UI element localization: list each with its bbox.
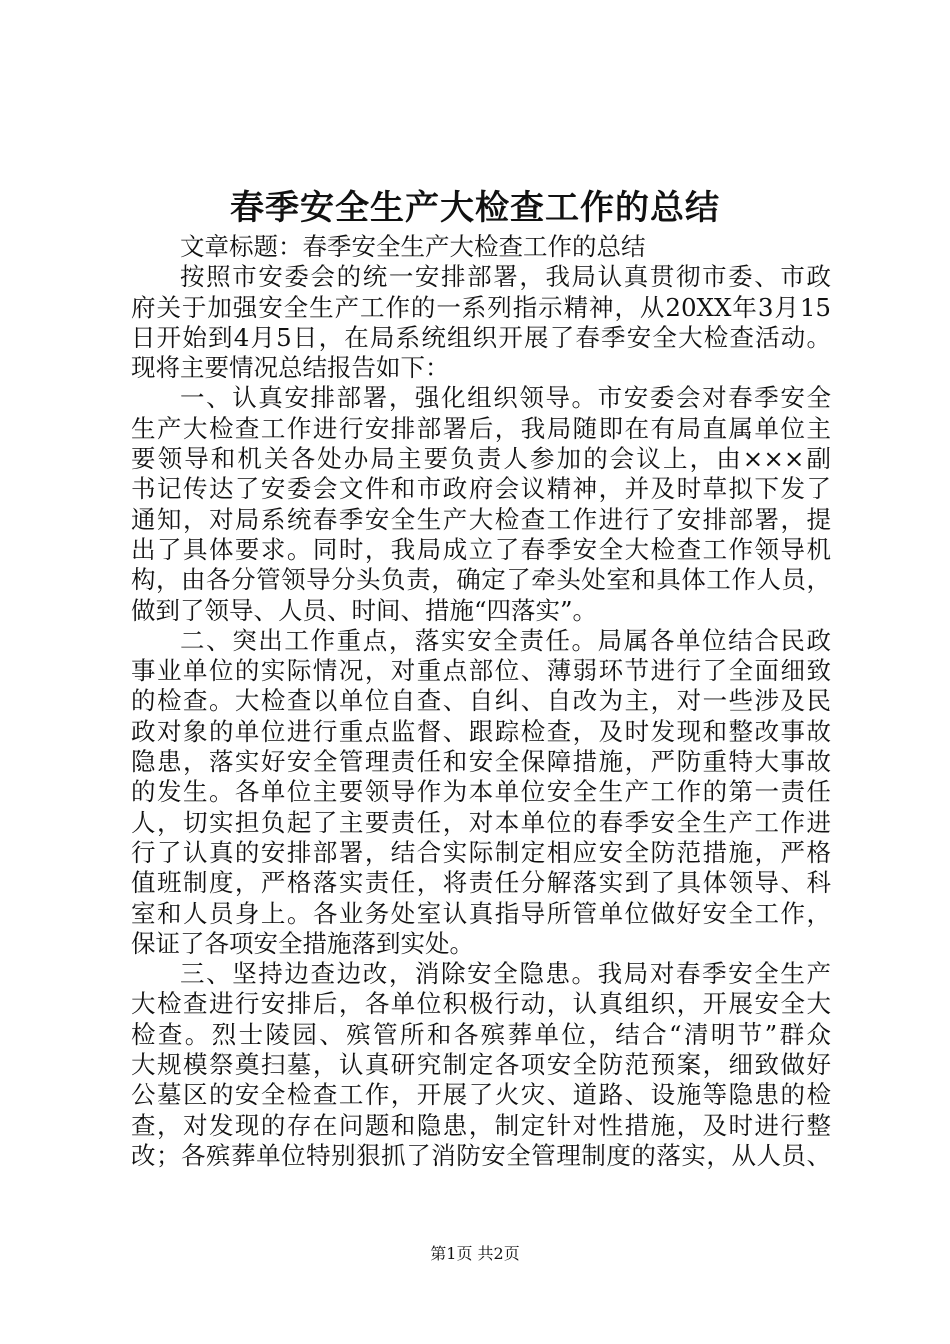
document-title: 春季安全生产大检查工作的总结 — [230, 188, 720, 228]
body-line: 保证了各项安全措施落到实处。 — [131, 928, 474, 958]
body-line: 检查。烈士陵园、殡管所和各殡葬单位，结合“清明节”群众 — [131, 1019, 831, 1049]
body-line: 人，切实担负起了主要责任，对本单位的春季安全生产工作进 — [131, 807, 831, 837]
body-line: 日开始到4月5日，在局系统组织开展了春季安全大检查活动。 — [131, 322, 831, 352]
body-line: 值班制度，严格落实责任，将责任分解落实到了具体领导、科 — [131, 868, 831, 898]
body-line: 改；各殡葬单位特别狠抓了消防安全管理制度的落实，从人员、 — [131, 1140, 831, 1170]
body-line: 公墓区的安全检查工作，开展了火灾、道路、设施等隐患的检 — [131, 1080, 831, 1110]
body-line: 府关于加强安全生产工作的一系列指示精神，从20XX年3月15 — [131, 292, 831, 322]
body-line: 通知，对局系统春季安全生产大检查工作进行了安排部署，提 — [131, 504, 831, 534]
body-line: 一、认真安排部署，强化组织领导。市安委会对春季安全 — [180, 383, 831, 413]
body-line: 现将主要情况总结报告如下： — [131, 353, 450, 383]
body-line: 构，由各分管领导分头负责，确定了牵头处室和具体工作人员， — [131, 565, 831, 595]
body-line: 的发生。各单位主要领导作为本单位安全生产工作的第一责任 — [131, 777, 831, 807]
body-line: 事业单位的实际情况，对重点部位、薄弱环节进行了全面细致 — [131, 656, 831, 686]
body-line: 书记传达了安委会文件和市政府会议精神，并及时草拟下发了 — [131, 474, 831, 504]
body-line: 二、突出工作重点，落实安全责任。局属各单位结合民政 — [180, 625, 831, 655]
body-line: 出了具体要求。同时，我局成立了春季安全大检查工作领导机 — [131, 534, 831, 564]
page-number-footer: 第1页 共2页 — [430, 1244, 520, 1263]
body-line: 大检查进行安排后，各单位积极行动，认真组织，开展安全大 — [131, 989, 831, 1019]
body-line: 要领导和机关各处办局主要负责人参加的会议上，由×××副 — [131, 444, 831, 474]
body-line: 的检查。大检查以单位自查、自纠、自改为主，对一些涉及民 — [131, 686, 831, 716]
body-line: 行了认真的安排部署，结合实际制定相应安全防范措施，严格 — [131, 837, 831, 867]
body-line: 室和人员身上。各业务处室认真指导所管单位做好安全工作， — [131, 898, 831, 928]
body-line: 隐患，落实好安全管理责任和安全保障措施，严防重特大事故 — [131, 747, 831, 777]
document-body — [131, 232, 831, 1171]
body-line: 生产大检查工作进行安排部署后，我局随即在有局直属单位主 — [131, 413, 831, 443]
body-line: 按照市安委会的统一安排部署，我局认真贯彻市委、市政 — [180, 262, 831, 292]
body-line: 文章标题：春季安全生产大检查工作的总结 — [180, 232, 646, 261]
body-line: 政对象的单位进行重点监督、跟踪检查，及时发现和整改事故 — [131, 716, 831, 746]
body-line: 三、坚持边查边改，消除安全隐患。我局对春季安全生产 — [180, 959, 831, 989]
body-line: 查，对发现的存在问题和隐患，制定针对性措施，及时进行整 — [131, 1110, 831, 1140]
body-line: 大规模祭奠扫墓，认真研究制定各项安全防范预案，细致做好 — [131, 1050, 831, 1080]
body-line: 做到了领导、人员、时间、措施“四落实”。 — [131, 595, 598, 625]
